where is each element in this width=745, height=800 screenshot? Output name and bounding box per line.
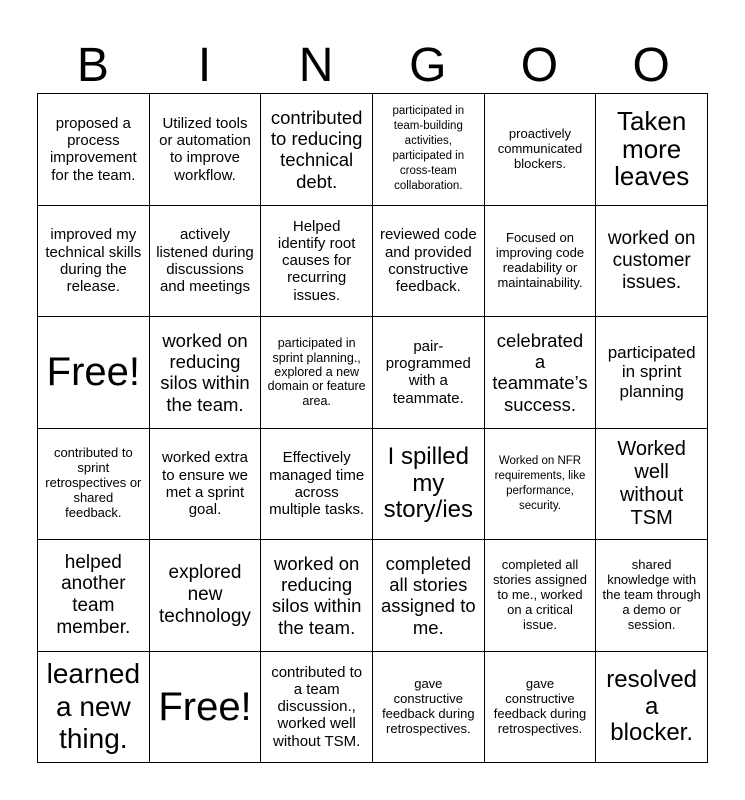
- header-letter-b: B: [76, 39, 109, 92]
- bingo-cell-r1c2[interactable]: Helped identify root causes for recurring issues.: [261, 206, 373, 318]
- bingo-cell-r2c2[interactable]: participated in sprint planning., explored a new domain or feature area.: [261, 317, 373, 429]
- bingo-cell-r4c2[interactable]: worked on reducing silos within the team.: [261, 540, 373, 652]
- bingo-cell-r4c4[interactable]: completed all stories assigned to me., worked on a critical issue.: [485, 540, 597, 652]
- bingo-cell-r4c3[interactable]: completed all stories assigned to me.: [373, 540, 485, 652]
- bingo-cell-r5c1-free[interactable]: Free!: [150, 652, 262, 764]
- bingo-cell-r0c2[interactable]: contributed to reducing technical debt.: [261, 94, 373, 206]
- bingo-cell-r5c5[interactable]: resolved a blocker.: [596, 652, 708, 764]
- bingo-cell-r5c3[interactable]: gave constructive feedback during retrospectives.: [373, 652, 485, 764]
- bingo-cell-r0c1[interactable]: Utilized tools or automation to improve workflow.: [150, 94, 262, 206]
- bingo-cell-r0c4[interactable]: proactively communicated blockers.: [485, 94, 597, 206]
- header-letter-i: I: [197, 39, 212, 92]
- bingo-header: [37, 38, 707, 94]
- bingo-cell-r3c4[interactable]: Worked on NFR requirements, like performance, security.: [485, 429, 597, 541]
- bingo-cell-r5c0[interactable]: learned a new thing.: [38, 652, 150, 764]
- bingo-cell-r4c1[interactable]: explored new technology: [150, 540, 262, 652]
- bingo-cell-r4c5[interactable]: shared knowledge with the team through a demo or session.: [596, 540, 708, 652]
- bingo-cell-r3c0[interactable]: contributed to sprint retrospectives or shared feedback.: [38, 429, 150, 541]
- bingo-cell-r1c0[interactable]: improved my technical skills during the release.: [38, 206, 150, 318]
- bingo-grid: [37, 93, 708, 763]
- bingo-cell-r5c4[interactable]: gave constructive feedback during retrospectives.: [485, 652, 597, 764]
- bingo-cell-r5c2[interactable]: contributed to a team discussion., worked well without TSM.: [261, 652, 373, 764]
- bingo-cell-r2c1[interactable]: worked on reducing silos within the team.: [150, 317, 262, 429]
- bingo-cell-r0c3[interactable]: participated in team-building activities, participated in cross-team collaboration.: [373, 94, 485, 206]
- bingo-cell-r0c0[interactable]: proposed a process improvement for the team.: [38, 94, 150, 206]
- bingo-cell-r1c5[interactable]: worked on customer issues.: [596, 206, 708, 318]
- bingo-cell-r0c5[interactable]: Taken more leaves: [596, 94, 708, 206]
- bingo-cell-r2c4[interactable]: celebrated a teammate’s success.: [485, 317, 597, 429]
- header-letter-o: O: [520, 39, 559, 92]
- bingo-cell-r3c3[interactable]: I spilled my story/ies: [373, 429, 485, 541]
- header-letter-o2: O: [632, 39, 670, 92]
- bingo-cell-r2c3[interactable]: pair-programmed with a teammate.: [373, 317, 485, 429]
- bingo-cell-r1c4[interactable]: Focused on improving code readability or maintainability.: [485, 206, 597, 318]
- bingo-cell-r4c0[interactable]: helped another team member.: [38, 540, 150, 652]
- bingo-cell-r3c2[interactable]: Effectively managed time across multiple tasks.: [261, 429, 373, 541]
- bingo-cell-r3c5[interactable]: Worked well without TSM: [596, 429, 708, 541]
- bingo-cell-r1c3[interactable]: reviewed code and provided constructive feedback.: [373, 206, 485, 318]
- bingo-cell-r2c5[interactable]: participated in sprint planning: [596, 317, 708, 429]
- bingo-cell-r1c1[interactable]: actively listened during discussions and meetings: [150, 206, 262, 318]
- bingo-cell-r3c1[interactable]: worked extra to ensure we met a sprint goal.: [150, 429, 262, 541]
- bingo-cell-r2c0-free[interactable]: Free!: [38, 317, 150, 429]
- header-letter-n: N: [298, 39, 334, 92]
- header-letter-g: G: [409, 39, 447, 92]
